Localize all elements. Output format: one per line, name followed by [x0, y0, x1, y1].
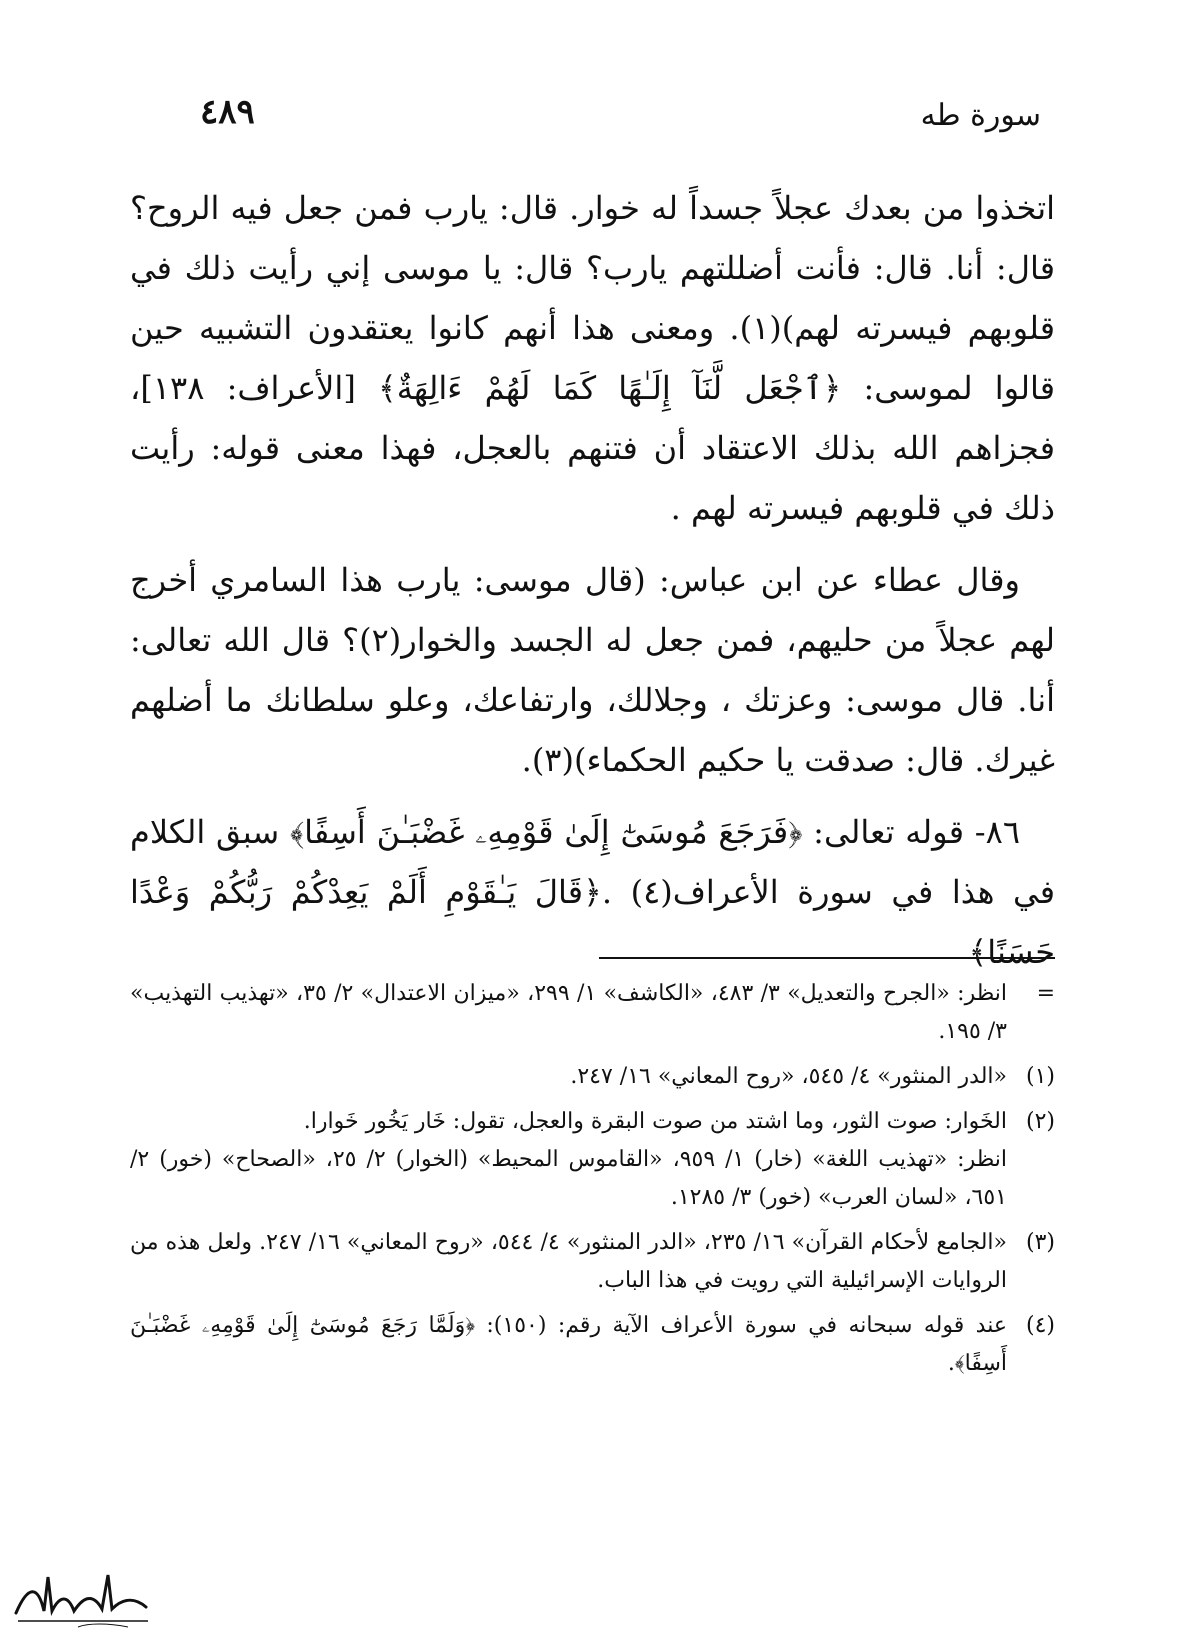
paragraph-1: اتخذوا من بعدك عجلاً جسداً له خوار. قال: يارب فمن جعل فيه الروح؟ قال: أنا. قال: فأنت أضللتهم يارب؟ قال: يا موسى إني رأيت ذلك في قلوبهم فيسرته لهم)(١). ومعنى هذا أنهم كانوا يعتقدون التشبيه حين قالوا لموسى: ﴿ٱجْعَل لَّنَآ إِلَـٰهًا كَمَا لَهُمْ ءَالِهَةٌ﴾ [الأعراف: ١٣٨]، فجزاهم الله بذلك الاعتقاد أن فتنهم بالعجل، فهذا معنى قوله: رأيت ذلك في قلوبهم فيسرته لهم .: [130, 189, 1056, 527]
footnote-4: [130, 1307, 1055, 1383]
calligraphy-logo-icon: [8, 1565, 158, 1635]
paragraph-3: ٨٦- قوله تعالى: ﴿فَرَجَعَ مُوسَىٰٓ إِلَىٰ قَوْمِهِۦ غَضْبَـٰنَ أَسِفًا﴾ سبق الكلام في هذا في سورة الأعراف(٤) .﴿قَالَ يَـٰقَوْمِ أَلَمْ يَعِدْكُمْ رَبُّكُمْ وَعْدًا حَسَنًا﴾: [130, 813, 1055, 971]
footnote-marker: (٣): [1025, 1230, 1055, 1255]
page-number: ٤٨٩: [200, 92, 255, 132]
footnote-marker: =: [1036, 981, 1055, 1006]
footnote-text: عند قوله سبحانه في سورة الأعراف الآية رقم: (١٥٠): ﴿وَلَمَّا رَجَعَ مُوسَىٰٓ إِلَىٰ قَوْمِهِۦ غَضْبَـٰنَ أَسِفًا﴾.: [130, 1313, 1007, 1376]
page-header: [130, 88, 1055, 148]
footnote-text: الخَوار: صوت الثور، وما اشتد من صوت البقرة والعجل، تقول: خَار يَخُور خَوارا.: [303, 1109, 1007, 1134]
footnote-2: [130, 1103, 1055, 1217]
footnote-text: «الدر المنثور» ٤/ ٥٤٥، «روح المعاني» ١٦/ ٢٤٧.: [570, 1064, 1007, 1089]
footnote-continuation: [130, 975, 1055, 1051]
footnote-marker: (١): [1025, 1064, 1055, 1089]
footnote-marker: (٢): [1025, 1109, 1055, 1134]
main-text: [130, 178, 1055, 994]
publisher-logo: [8, 1565, 158, 1635]
paragraph-2: وقال عطاء عن ابن عباس: (قال موسى: يارب هذا السامري أخرج لهم عجلاً من حليهم، فمن جعل له الجسد والخوار(٢)؟ قال الله تعالى: أنا. قال موسى: وعزتك ، وجلالك، وارتفاعك، وعلو سلطانك ما أضلهم غيرك. قال: صدقت يا حكيم الحكماء)(٣).: [130, 561, 1056, 779]
footnotes: [130, 975, 1055, 1390]
footnote-divider: [599, 957, 1055, 959]
footnote-marker: (٤): [1025, 1313, 1055, 1338]
footnote-1: [130, 1058, 1055, 1096]
footnote-3: [130, 1224, 1055, 1300]
footnote-text: انظر: «الجرح والتعديل» ٣/ ٤٨٣، «الكاشف» ١/ ٢٩٩، «ميزان الاعتدال» ٢/ ٣٥، «تهذيب التهذيب» ٣/ ١٩٥.: [130, 981, 1007, 1044]
footnote-text: انظر: «تهذيب اللغة» (خار) ١/ ٩٥٩، «القاموس المحيط» (الخوار) ٢/ ٢٥، «الصحاح» (خور) ٢/ ٦٥١، «لسان العرب» (خور) ٣/ ١٢٨٥.: [130, 1147, 1007, 1210]
surah-title: سورة طه: [920, 98, 1041, 133]
footnote-text: «الجامع لأحكام القرآن» ١٦/ ٢٣٥، «الدر المنثور» ٤/ ٥٤٤، «روح المعاني» ١٦/ ٢٤٧. ولعل هذه من الروايات الإسرائيلية التي رويت في هذا الباب.: [130, 1230, 1007, 1293]
